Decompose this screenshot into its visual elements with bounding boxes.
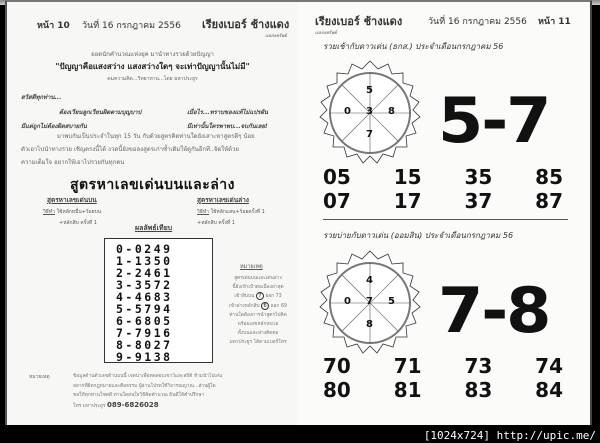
number: 17 — [393, 189, 422, 213]
method-line: ใช้หลักแสน+ร้อยครั้งที่ 1 — [210, 209, 265, 215]
method-label: วิธีทำ — [43, 209, 55, 215]
right-page — [298, 0, 592, 425]
quote: "ปัญญาคือแสงสว่าง แสงสว่างใดๆ จะเท่าปัญญานั้นไม่มี" — [55, 62, 250, 71]
wheel-left: 0 — [344, 106, 351, 117]
wheel-top: 5 — [366, 85, 373, 96]
section1-big-pair: 5-7 — [438, 84, 550, 157]
left-page — [5, 0, 298, 425]
wheel-top: 4 — [366, 275, 373, 286]
wheel-center: 7 — [366, 296, 373, 307]
verse-1: ต้องเวียนลูกเวียนผิดตามบุญบาป — [59, 109, 142, 116]
note-body — [220, 274, 296, 348]
paragraph-line: ตัวเอาไปนำทางรวย เชิญตรงนี้ได้ งวดนี้ยังขอลงสูตรเก่าซ้ำเดิมให้ดูกันอีกที..จัดให้ด้วย — [21, 146, 239, 153]
note-line — [220, 292, 296, 301]
disclaimer-line: ข้อมูลด้านตัวเลขด้านบนนี้ เจตนาเพื่อทดสอบเชาว์และสถิติ ห้ามนำไปเล่น — [73, 374, 223, 379]
table-row: 2-2461 — [116, 266, 173, 280]
table-row: 6-6805 — [116, 314, 173, 328]
section2-title: รวยบ่ายกับดาวเด่น (ออมสิน) ประจำเดือนกรกฎาคม 56 — [323, 231, 514, 240]
lower-method — [197, 207, 265, 229]
wheel-bottom: 8 — [366, 319, 373, 330]
verse-2: เมื่อไร...ทราบของแท้ไม่แปรผัน — [187, 109, 268, 116]
table-title: ผลลัพธ์เทียบ — [135, 224, 173, 232]
left-page-number: หน้า 10 — [37, 21, 70, 31]
intro-line: ยอดนักคำนวณแห่งยุค มานำทางรวยด้วยปัญญา — [91, 51, 214, 58]
number: 05 — [323, 165, 351, 189]
section2-row2 — [323, 378, 563, 402]
watermark: [1024x724] http://upic.me/ — [423, 429, 596, 442]
method-label: วิธีทำ — [197, 209, 209, 215]
section2-big-pair: 7-8 — [438, 274, 550, 347]
number: 81 — [393, 378, 422, 402]
intro-paragraph — [21, 130, 297, 169]
wheel-center: 3 — [366, 106, 373, 117]
left-date: วันที่ 16 กรกฎาคม 2556 — [82, 21, 181, 31]
number: 71 — [393, 354, 422, 378]
right-brand-sub: แหล่งทรัพย์ — [315, 31, 337, 36]
number: 07 — [323, 189, 351, 213]
wheel-right: 8 — [388, 106, 395, 117]
number: 84 — [535, 378, 563, 402]
number: 35 — [464, 165, 493, 189]
circled-number: 6 — [261, 302, 269, 310]
byline: คมความคิด...วิทยาทาน...โดย มหาประยูร — [107, 76, 198, 82]
note-text: ออก 69 — [270, 303, 287, 309]
number: 87 — [535, 189, 563, 213]
section1-row1 — [323, 165, 563, 189]
phone-number: 089-6826028 — [106, 400, 159, 409]
disclaimer-label: หมายเหตุ — [29, 374, 50, 380]
verse-3: มีแต่ถูกไม่ต้องผิดสบายกัน — [21, 123, 87, 130]
section2-wheel — [316, 249, 424, 357]
wheel-right: 5 — [388, 296, 395, 307]
right-date: วันที่ 16 กรกฎาคม 2556 — [428, 17, 527, 27]
upper-heading: สูตรหาเลขเด่นบน — [47, 196, 97, 204]
number: 83 — [464, 378, 493, 402]
note-line: ท่านใดต้องการนำสูตรไปคิด — [229, 312, 287, 318]
number: 15 — [393, 165, 422, 189]
table-row: 0-0249 — [116, 242, 173, 256]
verse-4: มีเท่านั้นใครพาพบ...จบกันเลย! — [187, 123, 268, 130]
left-brand-sub: แหล่งทรัพย์ — [265, 34, 287, 39]
number: 74 — [535, 354, 563, 378]
table-row: 5-5794 — [116, 302, 173, 316]
note-line: นี้ยังเข้าเป้าต่อเนื่องล่าสุด — [232, 285, 284, 291]
note-line — [220, 302, 296, 311]
note-line: สูตรเด่นบนและเด่นล่าง — [234, 276, 282, 281]
section1-row2 — [323, 189, 563, 213]
result-table — [104, 238, 213, 363]
table-row: 1-1350 — [116, 254, 173, 268]
section-divider — [323, 219, 568, 220]
note-heading: หมายเหตุ — [240, 264, 263, 270]
table-row: 7-7916 — [116, 326, 173, 340]
right-brand: เรียงเบอร์ ช้างแดง — [315, 15, 403, 28]
lower-heading: สูตรหาเลขเด่นล่าง — [197, 196, 249, 204]
paragraph-line: มาพบกันเป็นประจำในทุก 15 วัน กับด้วยสูตรคิดท่านใดยังเสาะหาสูตรดีๆ น้อย — [57, 133, 255, 140]
number: 85 — [535, 165, 563, 189]
wheel-left: 0 — [344, 296, 351, 307]
number: 80 — [323, 378, 351, 402]
table-row: 8-8027 — [116, 338, 173, 352]
table-row: 9-9138 — [116, 350, 173, 364]
table-row: 3-3572 — [116, 278, 173, 292]
note-line: พร้อมเลขหลักหน่วย — [237, 322, 279, 328]
section1-wheel — [316, 59, 424, 167]
note-text: ออก 73 — [265, 294, 282, 300]
table-row: 4-4683 — [116, 290, 173, 304]
note-text: เข้าสิบบน — [234, 294, 255, 300]
note-line: ทั้งบนและล่างติดต่อ — [237, 331, 279, 337]
number: 73 — [464, 354, 493, 378]
note-text: เข้าล่างหลักสิบ — [229, 303, 260, 309]
method-line: ใช้หลักหมื่น+ร้อยบน — [56, 209, 102, 215]
number: 70 — [323, 354, 351, 378]
right-page-number: หน้า 11 — [538, 17, 571, 27]
note-line: มหาประยูร ได้ตามเบอร์โทร — [229, 340, 287, 346]
section2-row1 — [323, 354, 563, 378]
wheel-bottom: 7 — [366, 129, 373, 140]
paragraph-line: ความเต็มใจ อยากให้เอาไปรวยกันทุกคน — [21, 159, 125, 166]
circled-number: 7 — [256, 292, 264, 300]
left-brand: เรียงเบอร์ ช้างแดง — [202, 18, 290, 31]
disclaimer-line: ขอให้ทุกท่านโชคดี ท่านใดสนใจวิธีคิดคำนวณ ยินดีให้คำปรึกษา — [73, 393, 205, 398]
section1-title: รวยเช้ากับดาวเด่น (ธกส.) ประจำเดือนกรกฎาคม 56 — [323, 42, 504, 51]
greeting: สวัสดีทุกท่าน... — [21, 94, 62, 101]
disclaimer-line: สลากที่ผิดกฎหมายและศีลธรรม ผู้อ่านโปรดใช้วิจารณญาณ...ส่วนผู้ใด — [73, 383, 216, 389]
number: 37 — [464, 189, 493, 213]
formula-title: สูตรหาเลขเด่นบนและล่าง — [70, 177, 235, 193]
phone-label: โทร มหาประยูร — [73, 403, 106, 409]
disclaimer — [73, 372, 298, 411]
method-line: +หลักสิบ ครั้งที่ 1 — [59, 220, 97, 226]
upper-method — [43, 207, 101, 229]
phone-line — [73, 401, 298, 412]
method-line: +หลักสิบ ครั้งที่ 1 — [197, 220, 235, 226]
